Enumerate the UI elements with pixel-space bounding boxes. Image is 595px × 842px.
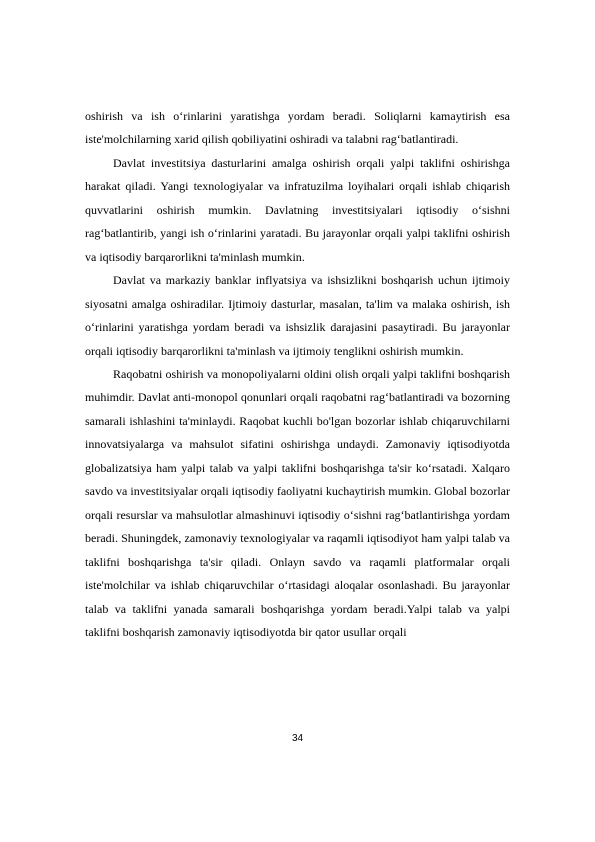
paragraph-4: Raqobatni oshirish va monopoliyalarni oldini olish orqali yalpi taklifni boshqarish muhimdir. Davlat anti-monopol qonunlari orqali raqobatni rag‘batlantiradi va bozorning samarali ishlashini ta'minlaydi. Raqobat kuchli bo'lgan bozorlar ishlab chiqaruvchilarni innovatsiyalarga va mahsulot sifatini oshirishga undaydi. Zamonaviy iqtisodiyotda globalizatsiya ham yalpi talab va yalpi taklifni boshqarishga ta'sir ko‘rsatadi. Xalqaro savdo va investitsiyalar orqali iqtisodiy faoliyatni kuchaytirish mumkin. Global bozorlar orqali resurslar va mahsulotlar almashinuvi iqtisodiy o‘sishni rag‘batlantirishga yordam beradi. Shuningdek, zamonaviy texnologiyalar va raqamli iqtisodiyot ham yalpi talab va taklifni boshqarishga ta'sir qiladi. Onlayn savdo va raqamli platformalar orqali iste'molchilar va ishlab chiqaruvchilar o‘rtasidagi aloqalar osonlashadi. Bu jarayonlar talab va taklifni yanada samarali boshqarishga yordam beradi.Yalpi talab va yalpi taklifni boshqarish zamonaviy iqtisodiyotda bir qator usullar orqali <box>85 366 510 639</box>
page-number: 34 <box>291 733 304 744</box>
paragraph-3: Davlat va markaziy banklar inflyatsiya va ishsizlikni boshqarish uchun ijtimoiy siyosatni amalga oshiradilar. Ijtimoiy dasturlar, masalan, ta'lim va malaka oshirish, ish o‘rinlarini yaratishga yordam beradi va ishsizlik darajasini pasaytiradi. Bu jarayonlar orqali iqtisodiy barqarorlikni ta'minlash va ijtimoiy tenglikni oshirish mumkin. <box>85 273 510 358</box>
body-text <box>85 105 510 644</box>
paragraph-2: Davlat investitsiya dasturlarini amalga oshirish orqali yalpi taklifni oshirishga harakat qiladi. Yangi texnologiyalar va infratuzilma loyihalari orqali ishlab chiqarish quvvatlarini oshirish mumkin. Davlatning investitsiyalari iqtisodiy o‘sishni rag‘batlantirib, yangi ish o‘rinlarini yaratadi. Bu jarayonlar orqali yalpi taklifni oshirish va iqtisodiy barqarorlikni ta'minlash mumkin. <box>85 155 510 264</box>
paragraph-1: oshirish va ish o‘rinlarini yaratishga yordam beradi. Soliqlarni kamaytirish esa iste'molchilarning xarid qilish qobiliyatini oshiradi va talabni rag‘batlantiradi. <box>85 109 510 147</box>
